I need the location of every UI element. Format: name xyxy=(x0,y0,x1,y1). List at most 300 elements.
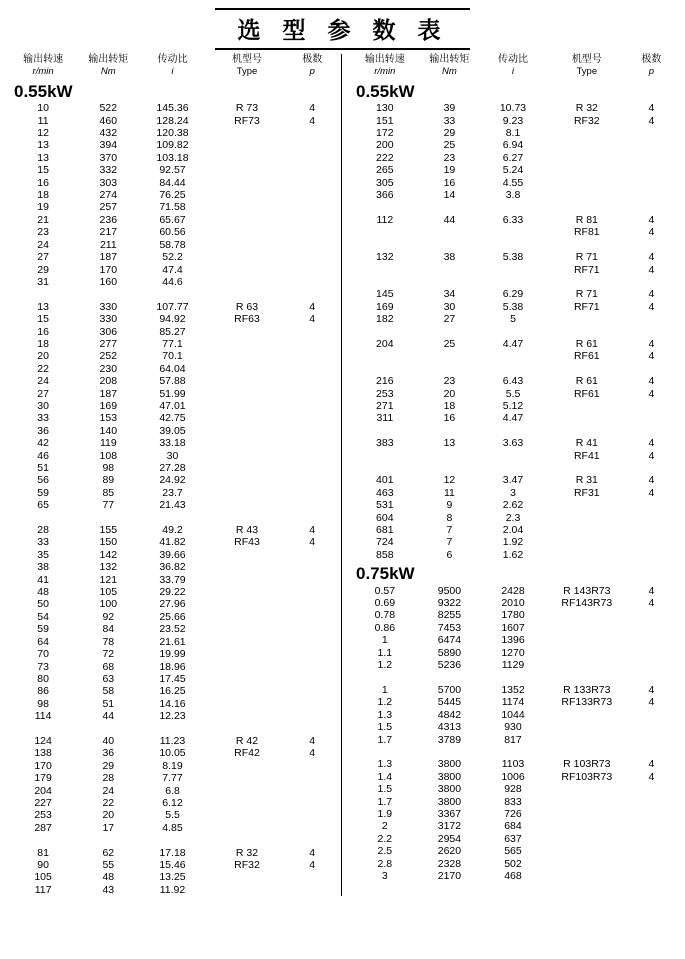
cell-poles xyxy=(289,177,335,189)
table-row xyxy=(352,487,674,499)
cell-output-speed: 15 xyxy=(37,164,49,177)
cell-type xyxy=(545,512,629,524)
table-row xyxy=(10,859,335,871)
cell-output-speed: 13 xyxy=(37,151,49,164)
cell-type xyxy=(205,685,290,697)
cell-output-speed: 145 xyxy=(376,288,394,301)
cell-output-torque: 3367 xyxy=(437,807,462,820)
cell-output-torque: 8255 xyxy=(437,609,462,622)
cell-type xyxy=(205,561,290,573)
cell-output-speed: 16 xyxy=(37,325,49,338)
cell-output-speed: 51 xyxy=(37,462,49,474)
cell-ratio: 18.96 xyxy=(159,660,186,673)
table-row xyxy=(10,772,335,784)
cell-output-torque: 4313 xyxy=(437,721,462,734)
cell-type xyxy=(205,648,290,660)
table-row xyxy=(352,858,674,870)
table-row xyxy=(352,597,674,609)
cell-type: RF32 xyxy=(573,114,600,127)
cell-output-speed: 86 xyxy=(37,685,49,698)
cell-ratio: 5.38 xyxy=(502,251,524,264)
cell-output-torque: 39 xyxy=(443,102,456,115)
cell-output-torque: 84 xyxy=(102,623,115,636)
cell-output-torque: 6 xyxy=(446,548,453,561)
cell-ratio: 565 xyxy=(504,845,522,858)
table-row xyxy=(352,139,674,151)
cell-output-torque: 150 xyxy=(99,536,118,549)
cell-output-torque: 5445 xyxy=(437,696,462,709)
cell-type xyxy=(205,127,290,139)
cell-ratio xyxy=(481,450,545,462)
cell-poles xyxy=(289,772,335,784)
cell-output-speed: 70 xyxy=(37,648,49,661)
table-row xyxy=(352,127,674,139)
cell-output-speed: 204 xyxy=(34,784,52,797)
table-row xyxy=(10,673,335,685)
group-spacer-cell xyxy=(10,288,335,300)
cell-type xyxy=(545,734,629,746)
cell-poles: 4 xyxy=(648,696,655,709)
cell-type xyxy=(545,412,629,424)
cell-output-speed: 1.2 xyxy=(377,659,393,672)
cell-type: RF143R73 xyxy=(561,597,613,610)
cell-output-torque: 6474 xyxy=(437,634,462,647)
cell-output-torque: 3789 xyxy=(437,733,462,746)
cell-ratio: 3.47 xyxy=(502,474,524,487)
cell-output-speed: 112 xyxy=(376,213,394,226)
cell-output-speed: 64 xyxy=(37,635,49,648)
cell-poles: 4 xyxy=(648,597,655,610)
cell-output-speed: 3 xyxy=(381,870,388,882)
group-spacer-cell xyxy=(352,363,674,375)
cell-output-speed: 204 xyxy=(376,337,394,350)
cell-ratio: 76.25 xyxy=(159,189,186,202)
table-row xyxy=(10,102,335,114)
cell-poles xyxy=(629,412,674,424)
left-column-body xyxy=(10,54,335,896)
cell-output-speed: 604 xyxy=(376,511,394,524)
cell-output-speed: 23 xyxy=(37,226,49,239)
cell-output-torque: 432 xyxy=(99,127,118,140)
cell-output-torque: 14 xyxy=(443,189,456,202)
cell-output-speed: 401 xyxy=(376,474,394,487)
cell-poles xyxy=(289,561,335,573)
table-row xyxy=(10,437,335,449)
cell-output-speed: 65 xyxy=(37,499,49,512)
cell-ratio: 1.92 xyxy=(502,536,524,549)
cell-type: R 81 xyxy=(575,213,598,226)
cell-poles xyxy=(289,450,335,462)
cell-output-torque: 522 xyxy=(99,102,118,115)
cell-type xyxy=(205,425,290,437)
cell-ratio: 5.5 xyxy=(165,809,180,822)
cell-output-speed: 29 xyxy=(37,263,49,276)
cell-poles xyxy=(629,833,674,845)
cell-output-speed: 182 xyxy=(376,313,394,326)
cell-poles xyxy=(289,549,335,561)
cell-output-speed: 124 xyxy=(34,734,52,747)
cell-ratio: 30 xyxy=(166,449,179,462)
cell-output-speed: 24 xyxy=(37,375,49,388)
header-unit-cell-3: Type xyxy=(576,66,598,78)
group-spacer-cell xyxy=(10,723,335,735)
group-spacer-cell xyxy=(352,326,674,338)
table-row xyxy=(10,884,335,896)
cell-output-speed: 0.78 xyxy=(374,609,396,622)
cell-type: RF31 xyxy=(573,486,600,499)
table-row xyxy=(352,609,674,621)
cell-ratio: 5.5 xyxy=(505,387,521,400)
cell-output-torque: 277 xyxy=(99,337,118,350)
table-row xyxy=(352,313,674,325)
table-row xyxy=(352,845,674,857)
table-row xyxy=(352,264,674,276)
cell-type xyxy=(545,833,629,845)
cell-poles xyxy=(289,623,335,635)
cell-poles xyxy=(289,710,335,722)
group-spacer-cell xyxy=(352,672,674,684)
header-row-primary xyxy=(10,54,335,66)
cell-ratio: 15.46 xyxy=(159,859,186,871)
cell-ratio: 1607 xyxy=(501,621,525,634)
cell-poles xyxy=(629,164,674,176)
cell-ratio: 49.2 xyxy=(162,524,183,537)
group-spacer xyxy=(352,201,674,213)
cell-output-speed: 200 xyxy=(376,139,394,152)
cell-output-speed: 531 xyxy=(376,499,394,512)
cell-poles xyxy=(629,659,674,671)
cell-ratio: 21.61 xyxy=(159,635,186,648)
cell-output-torque: 63 xyxy=(102,672,115,685)
cell-output-torque: 306 xyxy=(99,325,118,338)
cell-type xyxy=(205,375,290,387)
cell-poles xyxy=(289,375,335,387)
cell-type xyxy=(205,450,290,462)
cell-ratio: 14.16 xyxy=(159,697,186,710)
cell-output-speed: 27 xyxy=(37,387,49,400)
table-row xyxy=(352,450,674,462)
cell-output-torque: 18 xyxy=(443,399,456,412)
cell-output-torque: 3800 xyxy=(437,795,462,808)
cell-type xyxy=(205,809,290,821)
cell-ratio: 2428 xyxy=(501,584,525,597)
cell-output-torque: 28 xyxy=(102,772,115,785)
cell-poles xyxy=(289,363,335,375)
cell-poles xyxy=(629,808,674,820)
cell-output-torque: 303 xyxy=(99,176,118,189)
cell-ratio: 6.12 xyxy=(162,796,183,809)
header-unit-cell-0: r/min xyxy=(32,66,54,78)
cell-poles xyxy=(629,499,674,511)
header-unit-cell-1: Nm xyxy=(100,66,116,78)
cell-output-speed: 33 xyxy=(37,412,49,425)
table-row xyxy=(352,152,674,164)
cell-poles xyxy=(289,636,335,648)
cell-type: RF73 xyxy=(234,114,260,127)
header-unit-cell-0: r/min xyxy=(374,66,396,78)
table-row xyxy=(10,301,335,313)
cell-output-torque: 3800 xyxy=(437,783,462,796)
cell-poles xyxy=(629,622,674,634)
cell-poles xyxy=(289,685,335,697)
cell-type xyxy=(545,845,629,857)
header-unit-cell-1: Nm xyxy=(442,66,457,78)
cell-ratio: 16.25 xyxy=(159,685,186,698)
cell-output-speed: 36 xyxy=(37,424,49,437)
cell-type xyxy=(205,760,290,772)
cell-poles xyxy=(629,845,674,857)
cell-output-torque: 72 xyxy=(102,648,115,661)
cell-output-torque: 5700 xyxy=(437,683,462,696)
table-row xyxy=(10,561,335,573)
cell-output-torque xyxy=(418,350,482,362)
cell-poles xyxy=(629,858,674,870)
cell-type xyxy=(205,549,290,561)
cell-output-torque: 132 xyxy=(99,561,118,574)
table-row xyxy=(352,659,674,671)
header-cell-2: 传动比 xyxy=(157,54,188,65)
cell-ratio: 17.18 xyxy=(159,846,186,859)
cell-output-speed: 305 xyxy=(376,176,394,189)
cell-ratio: 42.75 xyxy=(159,412,186,425)
group-spacer xyxy=(352,276,674,288)
cell-type: RF71 xyxy=(573,263,600,276)
table-row xyxy=(10,524,335,536)
header-row-units xyxy=(352,66,674,78)
cell-ratio: 24.92 xyxy=(159,474,186,487)
cell-poles xyxy=(289,598,335,610)
cell-output-speed: 15 xyxy=(37,313,49,326)
cell-poles xyxy=(629,820,674,832)
table-row xyxy=(352,338,674,350)
table-row xyxy=(352,622,674,634)
cell-output-torque: 217 xyxy=(99,226,118,239)
cell-ratio: 47.01 xyxy=(159,399,186,412)
cell-output-torque: 4842 xyxy=(437,708,462,721)
table-row xyxy=(10,177,335,189)
cell-ratio: 4.47 xyxy=(502,337,524,350)
cell-ratio: 58.78 xyxy=(159,238,186,251)
table-row xyxy=(352,721,674,733)
table-row xyxy=(10,338,335,350)
table-row xyxy=(10,698,335,710)
cell-output-torque: 68 xyxy=(102,660,115,673)
header-cell-2: 传动比 xyxy=(497,54,528,65)
table-row xyxy=(352,512,674,524)
cell-output-torque: 155 xyxy=(99,524,118,537)
cell-poles xyxy=(289,437,335,449)
cell-ratio: 92.57 xyxy=(159,164,186,177)
cell-output-torque: 7 xyxy=(446,524,453,537)
power-heading-row xyxy=(352,561,674,584)
cell-ratio: 25.66 xyxy=(159,610,186,623)
table-row xyxy=(10,164,335,176)
cell-poles: 4 xyxy=(648,387,655,400)
cell-output-torque: 16 xyxy=(443,412,456,425)
cell-poles xyxy=(289,326,335,338)
group-spacer xyxy=(10,723,335,735)
table-row xyxy=(10,499,335,511)
cell-poles xyxy=(629,313,674,325)
cell-output-speed: 0.86 xyxy=(374,621,396,634)
table-row xyxy=(10,797,335,809)
cell-output-speed: 169 xyxy=(376,300,394,313)
cell-poles xyxy=(289,388,335,400)
cell-output-speed: 98 xyxy=(37,697,49,710)
cell-output-speed: 50 xyxy=(37,598,49,611)
cell-poles: 4 xyxy=(648,226,655,239)
table-row xyxy=(10,388,335,400)
cell-type: RF71 xyxy=(573,300,600,313)
cell-output-speed: 105 xyxy=(34,871,52,884)
table-row xyxy=(10,611,335,623)
table-row xyxy=(352,164,674,176)
cell-poles xyxy=(289,412,335,424)
cell-ratio: 23.52 xyxy=(159,623,186,636)
cell-output-torque: 5236 xyxy=(437,659,462,672)
cell-output-speed: 13 xyxy=(37,300,49,313)
cell-type: RF63 xyxy=(234,313,260,326)
cell-type: R 61 xyxy=(575,375,598,388)
cell-type: RF61 xyxy=(573,387,600,400)
cell-poles: 4 xyxy=(309,102,316,115)
cell-ratio: 65.67 xyxy=(159,213,186,226)
cell-output-torque xyxy=(418,226,482,238)
cell-output-torque: 274 xyxy=(99,189,118,202)
cell-poles xyxy=(629,512,674,524)
table-row xyxy=(352,375,674,387)
table-row xyxy=(352,585,674,597)
cell-output-torque: 7453 xyxy=(437,621,462,634)
cell-type xyxy=(205,338,290,350)
cell-poles xyxy=(289,139,335,151)
group-spacer-cell xyxy=(352,425,674,437)
cell-ratio: 23.7 xyxy=(162,486,183,499)
cell-poles xyxy=(289,822,335,834)
table-row xyxy=(10,400,335,412)
cell-output-speed: 20 xyxy=(37,350,49,363)
cell-output-torque: 44 xyxy=(102,710,115,723)
cell-output-torque: 25 xyxy=(443,139,456,152)
group-spacer xyxy=(10,288,335,300)
cell-poles xyxy=(289,350,335,362)
cell-output-torque: 230 xyxy=(99,362,118,375)
cell-type: R 43 xyxy=(235,524,259,537)
cell-output-speed: 114 xyxy=(34,710,52,723)
table-row xyxy=(10,685,335,697)
cell-output-speed: 132 xyxy=(376,251,394,264)
cell-type xyxy=(545,721,629,733)
group-spacer-cell xyxy=(352,239,674,251)
cell-output-torque: 100 xyxy=(99,598,118,611)
cell-output-torque: 160 xyxy=(99,275,118,288)
cell-type xyxy=(205,871,290,883)
cell-output-torque: 108 xyxy=(99,449,118,462)
cell-output-speed: 18 xyxy=(37,337,49,350)
cell-output-speed: 12 xyxy=(37,127,49,140)
cell-ratio: 47.4 xyxy=(162,263,183,276)
cell-output-torque: 11 xyxy=(443,486,455,499)
cell-output-torque: 23 xyxy=(443,375,456,388)
cell-output-torque: 169 xyxy=(99,399,118,412)
cell-type: RF42 xyxy=(234,747,260,760)
cell-poles: 4 xyxy=(309,114,316,127)
cell-type xyxy=(545,152,629,164)
cell-type: R 73 xyxy=(235,102,259,115)
cell-output-torque: 98 xyxy=(102,462,115,474)
table-row xyxy=(352,758,674,770)
cell-output-speed: 253 xyxy=(34,809,52,822)
cell-output-torque: 2954 xyxy=(437,832,462,845)
table-row xyxy=(352,796,674,808)
left-column xyxy=(10,54,342,896)
cell-type xyxy=(205,276,290,288)
table-row xyxy=(10,474,335,486)
cell-type xyxy=(205,574,290,586)
table-row xyxy=(352,499,674,511)
cell-poles xyxy=(289,673,335,685)
cell-type: RF133R73 xyxy=(561,696,613,709)
cell-ratio: 726 xyxy=(504,807,522,820)
cell-output-torque: 187 xyxy=(99,387,118,400)
cell-output-speed: 18 xyxy=(37,189,49,202)
header-row-units xyxy=(10,66,335,78)
cell-output-speed: 24 xyxy=(37,238,49,251)
cell-ratio: 502 xyxy=(504,857,522,870)
cell-type xyxy=(205,239,290,251)
table-row xyxy=(10,450,335,462)
table-row xyxy=(352,634,674,646)
cell-ratio: 39.05 xyxy=(159,424,186,437)
cell-output-speed: 1.3 xyxy=(377,708,393,721)
cell-output-torque: 142 xyxy=(99,548,118,561)
cell-ratio: 57.88 xyxy=(159,375,186,388)
left-column-table xyxy=(10,54,335,896)
cell-poles xyxy=(289,400,335,412)
table-row xyxy=(352,647,674,659)
cell-output-torque: 34 xyxy=(443,288,456,301)
cell-output-speed: 1 xyxy=(381,683,388,696)
cell-output-torque: 62 xyxy=(102,846,115,859)
cell-ratio: 1044 xyxy=(501,708,525,721)
cell-ratio: 52.2 xyxy=(162,251,183,264)
cell-poles: 4 xyxy=(309,846,316,859)
cell-output-torque: 140 xyxy=(99,424,118,437)
cell-ratio: 12.23 xyxy=(159,710,186,723)
cell-type xyxy=(205,661,290,673)
cell-output-torque: 78 xyxy=(102,635,115,648)
cell-poles xyxy=(289,425,335,437)
cell-poles xyxy=(289,785,335,797)
table-row xyxy=(10,598,335,610)
cell-output-torque: 58 xyxy=(102,685,115,698)
cell-poles xyxy=(289,698,335,710)
group-spacer-cell xyxy=(10,512,335,524)
cell-poles xyxy=(289,760,335,772)
cell-output-torque: 3172 xyxy=(437,820,462,833)
table-row xyxy=(10,375,335,387)
cell-poles: 4 xyxy=(648,102,655,115)
table-row xyxy=(10,760,335,772)
table-row xyxy=(10,127,335,139)
cell-output-speed: 90 xyxy=(37,859,49,871)
cell-poles xyxy=(289,884,335,896)
table-row xyxy=(10,264,335,276)
cell-output-speed: 724 xyxy=(376,536,394,549)
cell-output-speed: 1.5 xyxy=(377,721,393,734)
page-title: 选 型 参 数 表 xyxy=(215,8,469,50)
cell-output-speed: 179 xyxy=(34,772,52,785)
